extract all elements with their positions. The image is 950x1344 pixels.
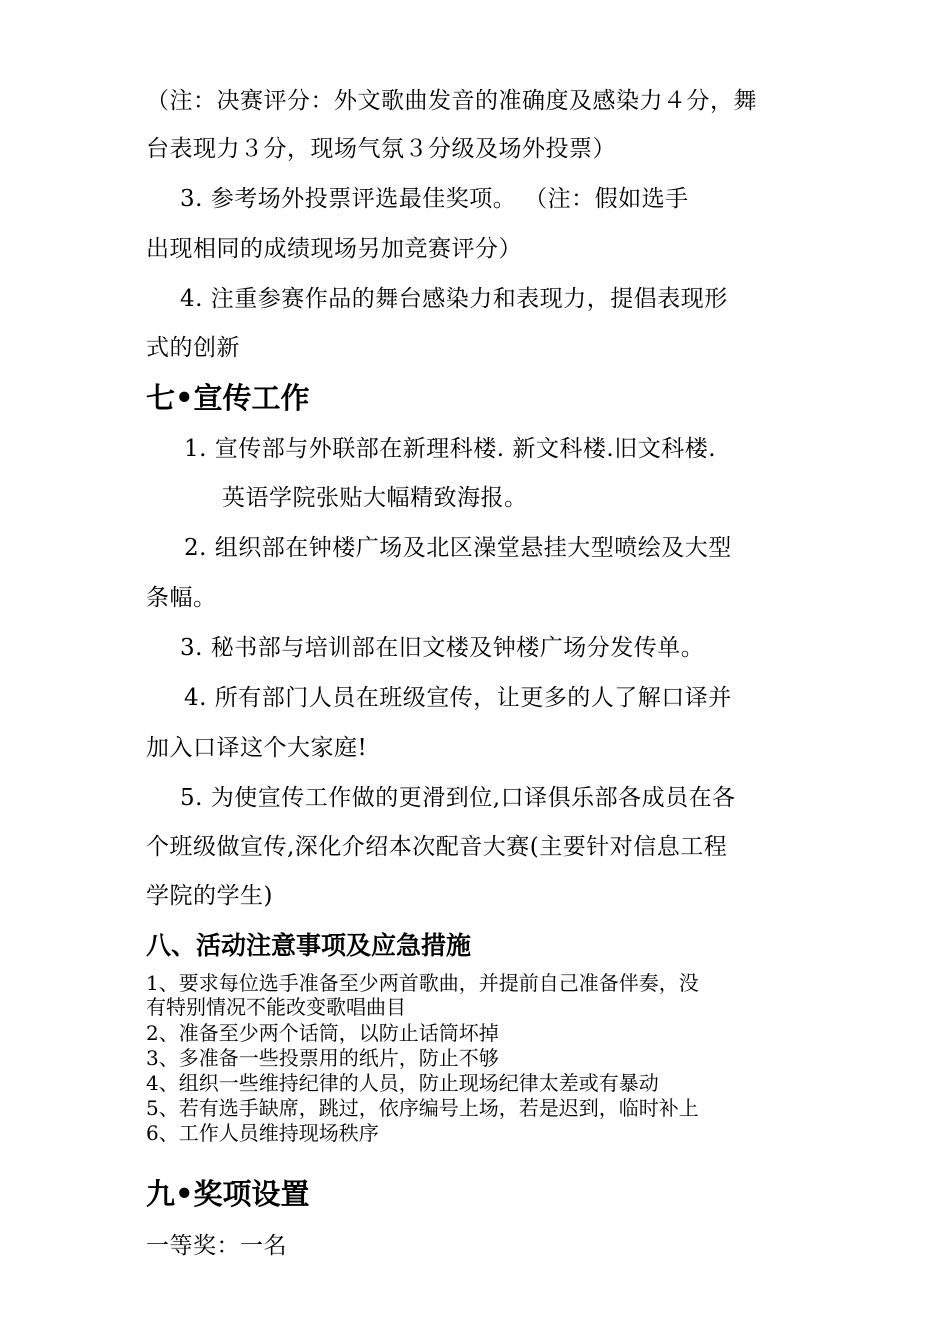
publicity-item-2-line-1: 2. 组织部在钟楼广场及北区澡堂悬挂大型喷绘及大型 <box>184 535 732 561</box>
publicity-item-5-line-2: 个班级做宣传,深化介绍本次配音大赛(主要针对信息工程 <box>146 834 728 860</box>
item-3-line-2: 出现相同的成绩现场另加竞赛评分） <box>146 236 522 262</box>
section-8-heading: 八、活动注意事项及应急措施 <box>146 931 472 960</box>
note-line-2: 台表现力３分，现场气氛３分级及场外投票） <box>146 136 616 162</box>
item-4-line-2: 式的创新 <box>146 335 240 361</box>
precaution-1-line-1: 1、要求每位选手准备至少两首歌曲，并提前自己准备伴奏，没 <box>146 971 699 995</box>
publicity-item-5-line-1: 5. 为使宣传工作做的更滑到位,口译俱乐部各成员在各 <box>180 785 736 811</box>
section-7-heading: 七•宣传工作 <box>146 381 310 415</box>
precaution-1-line-2: 有特别情况不能改变歌唱曲目 <box>146 995 406 1019</box>
publicity-item-4-line-2: 加入口译这个大家庭! <box>146 735 368 761</box>
note-line-1: （注：决赛评分：外文歌曲发音的准确度及感染力４分，舞 <box>146 88 757 114</box>
publicity-item-4-line-1: 4. 所有部门人员在班级宣传，让更多的人了解口译并 <box>184 685 732 711</box>
precaution-4: 4、组织一些维持纪律的人员，防止现场纪律太差或有暴动 <box>146 1071 659 1095</box>
publicity-item-5-line-3: 学院的学生) <box>146 883 273 909</box>
precaution-5: 5、若有选手缺席，跳过，依序编号上场，若是迟到，临时补上 <box>146 1096 699 1120</box>
precaution-6: 6、工作人员维持现场秩序 <box>146 1121 379 1145</box>
publicity-item-3: 3. 秘书部与培训部在旧文楼及钟楼广场分发传单。 <box>180 635 705 661</box>
publicity-item-1-line-2: 英语学院张贴大幅精致海报。 <box>222 485 528 511</box>
item-3-line-1: 3. 参考场外投票评选最佳奖项。 （注：假如选手 <box>180 186 689 212</box>
precaution-3: 3、多准备一些投票用的纸片，防止不够 <box>146 1046 499 1070</box>
award-first-prize: 一等奖：一名 <box>146 1233 287 1259</box>
publicity-item-2-line-2: 条幅。 <box>146 585 217 611</box>
section-9-heading: 九•奖项设置 <box>146 1177 310 1211</box>
precaution-2: 2、准备至少两个话筒，以防止话筒坏掉 <box>146 1021 499 1045</box>
item-4-line-1: 4. 注重参赛作品的舞台感染力和表现力，提倡表现形 <box>180 286 728 312</box>
publicity-item-1-line-1: 1. 宣传部与外联部在新理科楼. 新文科楼.旧文科楼. <box>184 436 716 462</box>
